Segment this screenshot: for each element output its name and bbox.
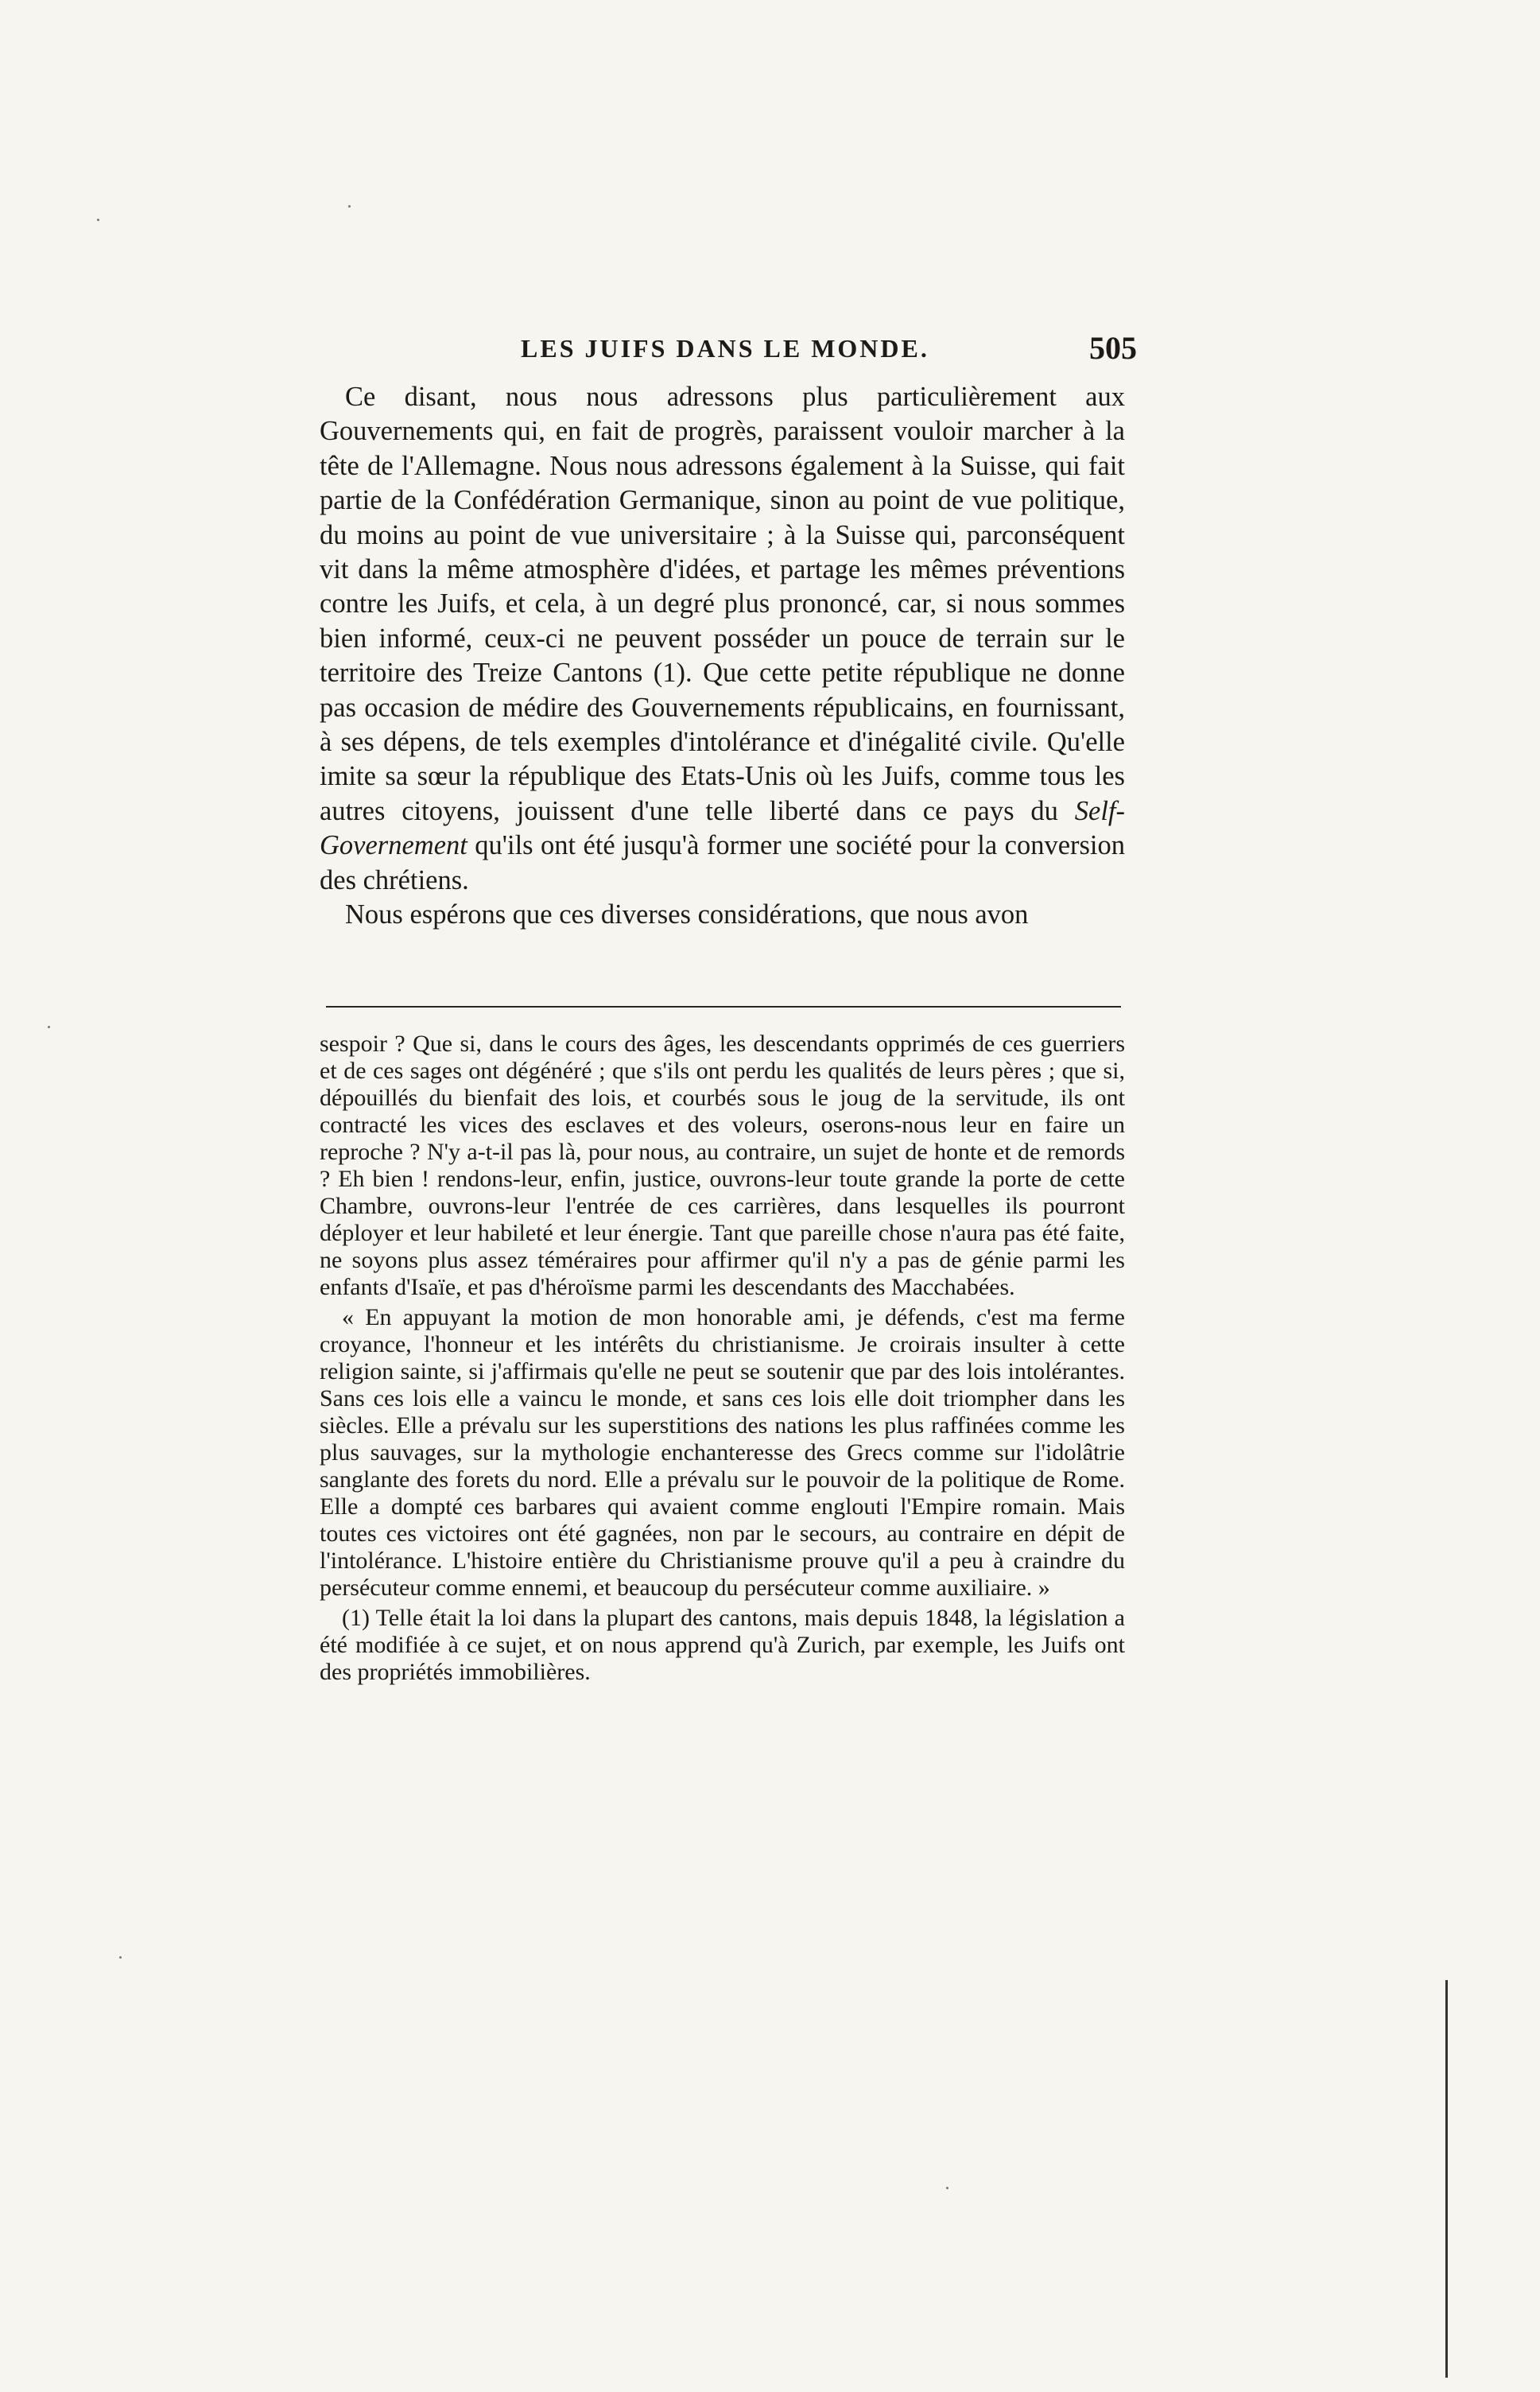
body-paragraph-1-text: Ce disant, nous nous adressons plus particulièrement aux Gouvernements qui, en fait de progrès, paraissent vouloir marcher à la tête de l'Allemagne. Nous nous adressons également à la Suisse, qui fait partie de la Confédération Germanique, sinon au point de vue politique, du moins au point de vue universitaire ; à la Suisse qui, parconséquent vit dans la même atmosphère d'idées, et partage les mêmes préventions contre les Juifs, et cela, à un degré plus prononcé, car, si nous sommes bien informé, ceux-ci ne peuvent posséder un pouce de terrain sur le territoire des Treize Cantons (1). Que cette petite république ne donne pas occasion de médire des Gouvernements républicains, en fournissant, à ses dépens, de tels exemples d'intolérance et d'inégalité civile. Qu'elle imite sa sœur la république des Etats-Unis où les Juifs, comme tous les autres citoyens, jouissent d'une telle liberté dans ce pays du <box>320 382 1125 826</box>
note-quote: « En appuyant la motion de mon honorable ami, je défends, c'est ma ferme croyance, l'honneur et les intérêts du christianisme. Je croirais insulter à cette religion sainte, si j'affirmais qu'elle ne peut se soutenir que par des lois intolérantes. Sans ces lois elle a vaincu le monde, et sans ces lois elle doit triompher dans les siècles. Elle a prévalu sur les superstitions des nations les plus raffinées comme les plus sauvages, sur la mythologie enchanteresse des Grecs comme sur l'idolâtrie sanglante des forets du nord. Elle a prévalu sur le pouvoir de la politique de Rome. Elle a dompté ces barbares qui avaient comme englouti l'Empire romain. Mais toutes ces victoires ont été gagnées, non par le secours, au contraire en dépit de l'intolérance. L'histoire entière du Christianisme prouve qu'il a peu à craindre du persécuteur comme ennemi, et beaucoup du persécuteur comme auxiliaire. » <box>320 1304 1125 1601</box>
running-title: LES JUIFS DANS LE MONDE. <box>521 334 929 363</box>
body-paragraph: Nous espérons que ces diverses considérations, que nous avon <box>345 899 1029 930</box>
body-paragraph <box>320 380 1125 898</box>
body-paragraph-1-end: qu'ils ont été jusqu'à former une société pour la conversion des chrétiens. <box>320 830 1126 895</box>
notes-section <box>320 1031 1125 1686</box>
italic-term: Self-Governement <box>320 795 1125 861</box>
footnote-rule <box>326 1006 1121 1008</box>
footnote-1: (1) Telle était la loi dans la plupart des cantons, mais depuis 1848, la législation a été modifiée à ce sujet, et on nous apprend qu'à Zurich, par exemple, les Juifs ont des propriétés immobilières. <box>320 1605 1125 1685</box>
note-continuation: sespoir ? Que si, dans le cours des âges, les descendants opprimés de ces guerriers et de ces sages ont dégénéré ; que s'ils ont perdu les qualités de leurs pères ; que si, dépouillés du bienfait des lois, et courbés sous le joug de la servitude, ils ont contracté les vices des esclaves et des voleurs, oserons-nous leur en faire un reproche ? N'y a-t-il pas là, pour nous, au contraire, un sujet de honte et de remords ? Eh bien ! rendons-leur, enfin, justice, ouvrons-leur toute grande la porte de cette Chambre, ouvrons-leur l'entrée de ces carrières, dans lesquelles ils pourront déployer et leur habileté et leur énergie. Tant que pareille chose n'aura pas été faite, ne soyons plus assez téméraires pour affirmer qu'il n'y a pas de génie parmi les enfants d'Isaïe, et pas d'héroïsme parmi les descendants des Macchabées. <box>320 1031 1125 1300</box>
paper-speck <box>119 1956 122 1959</box>
page-number: 505 <box>1089 330 1137 366</box>
running-head <box>326 326 1153 374</box>
main-text <box>320 380 1125 933</box>
scan-margin-line <box>1445 1980 1448 2378</box>
paper-speck <box>48 1026 50 1028</box>
paper-speck <box>348 205 351 208</box>
paper-speck <box>946 2187 948 2189</box>
paper-speck <box>97 219 99 221</box>
